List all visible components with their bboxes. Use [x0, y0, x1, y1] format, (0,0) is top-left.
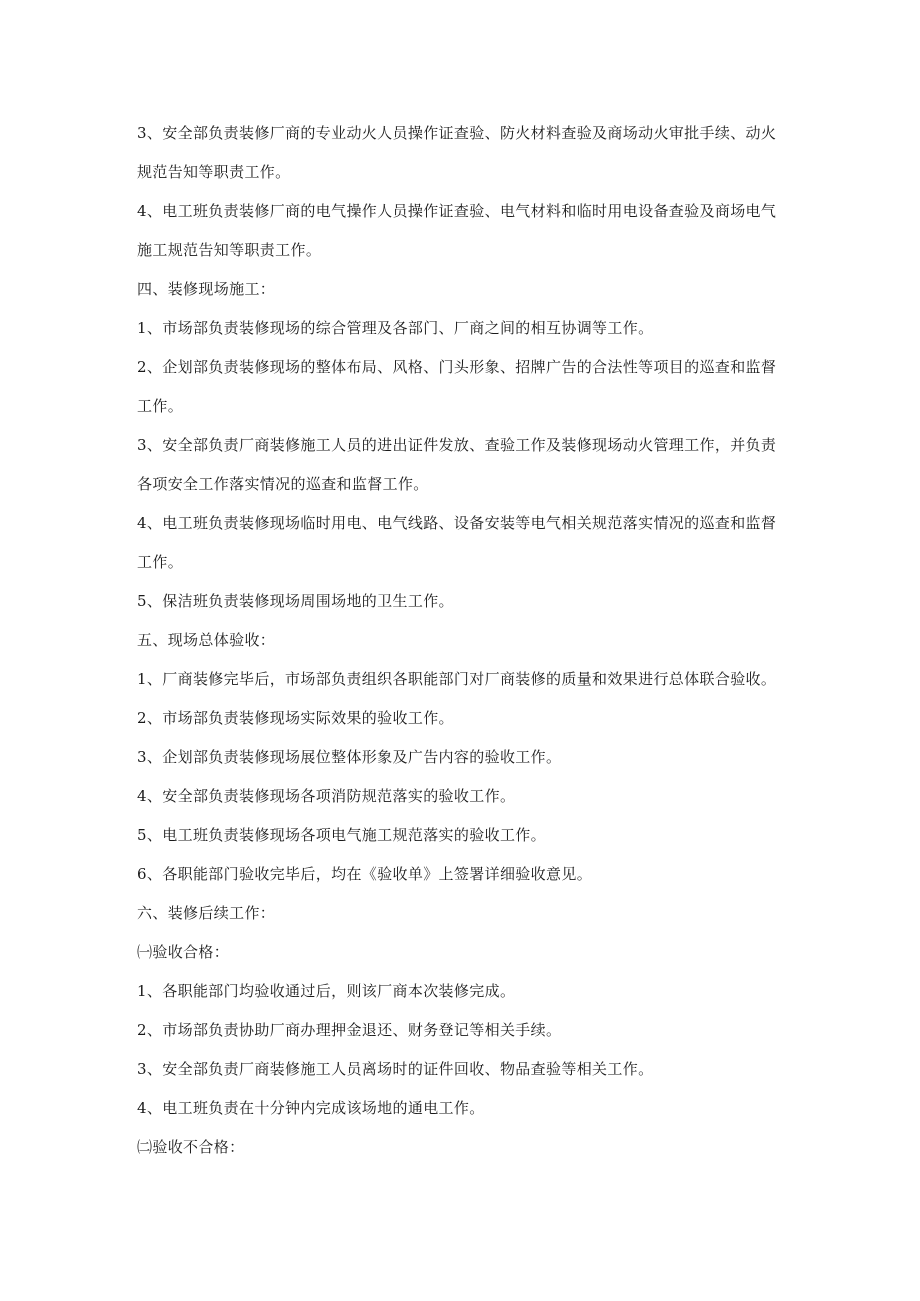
paragraph-line: 6、各职能部门验收完毕后，均在《验收单》上签署详细验收意见。 [137, 865, 593, 883]
paragraph-line: 5、保洁班负责装修现场周围场地的卫生工作。 [137, 592, 454, 610]
paragraph-line: 3、企划部负责装修现场展位整体形象及广告内容的验收工作。 [137, 748, 562, 766]
paragraph-line: 5、电工班负责装修现场各项电气施工规范落实的验收工作。 [137, 826, 546, 844]
paragraph-line: 工作。 [137, 553, 184, 571]
paragraph-line: 4、安全部负责装修现场各项消防规范落实的验收工作。 [137, 787, 516, 805]
paragraph-line: 1、厂商装修完毕后，市场部负责组织各职能部门对厂商装修的质量和效果进行总体联合验收。 [137, 670, 777, 688]
section-heading: 六、装修后续工作： [137, 904, 276, 922]
paragraph-line: 规范告知等职责工作。 [137, 163, 291, 181]
paragraph-line: 3、安全部负责厂商装修施工人员离场时的证件回收、物品查验等相关工作。 [137, 1060, 654, 1078]
subsection-heading: ㈠验收合格： [137, 943, 230, 961]
paragraph-line: 施工规范告知等职责工作。 [137, 241, 322, 259]
subsection-heading: ㈡验收不合格： [137, 1138, 245, 1156]
paragraph-line: 3、安全部负责厂商装修施工人员的进出证件发放、查验工作及装修现场动火管理工作，并负责 [137, 436, 777, 454]
paragraph-line: 4、电工班负责装修厂商的电气操作人员操作证查验、电气材料和临时用电设备查验及商场电气 [137, 202, 777, 220]
section-heading: 四、装修现场施工： [137, 280, 276, 298]
section-heading: 五、现场总体验收： [137, 631, 276, 649]
paragraph-line: 2、市场部负责装修现场实际效果的验收工作。 [137, 709, 454, 727]
paragraph-line: 1、市场部负责装修现场的综合管理及各部门、厂商之间的相互协调等工作。 [137, 319, 654, 337]
paragraph-line: 2、企划部负责装修现场的整体布局、风格、门头形象、招牌广告的合法性等项目的巡查和监督 [137, 358, 777, 376]
paragraph-line: 1、各职能部门均验收通过后，则该厂商本次装修完成。 [137, 982, 516, 1000]
paragraph-line: 4、电工班负责在十分钟内完成该场地的通电工作。 [137, 1099, 485, 1117]
paragraph-line: 工作。 [137, 397, 184, 415]
paragraph-line: 4、电工班负责装修现场临时用电、电气线路、设备安装等电气相关规范落实情况的巡查和监督 [137, 514, 777, 532]
paragraph-line: 2、市场部负责协助厂商办理押金退还、财务登记等相关手续。 [137, 1021, 562, 1039]
paragraph-line: 各项安全工作落实情况的巡查和监督工作。 [137, 475, 429, 493]
paragraph-line: 3、安全部负责装修厂商的专业动火人员操作证查验、防火材料查验及商场动火审批手续、动火 [137, 124, 777, 142]
